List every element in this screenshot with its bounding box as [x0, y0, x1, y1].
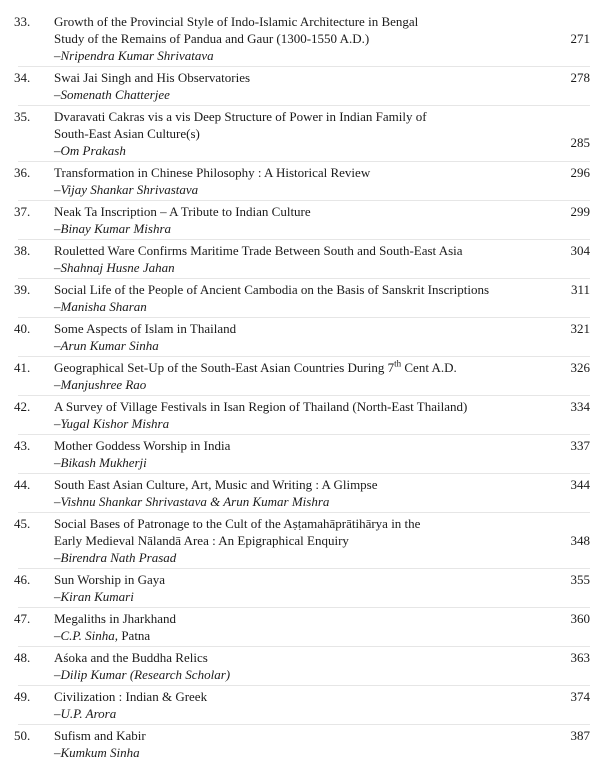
entry-body	[46, 242, 600, 276]
entry-title-line: South-East Asian Culture(s)	[54, 126, 200, 141]
toc-entry	[0, 727, 600, 761]
entry-author	[54, 454, 530, 471]
toc-entry	[0, 649, 600, 683]
toc-entry	[0, 610, 600, 644]
toc-entry	[0, 320, 600, 354]
entry-author	[54, 588, 530, 605]
entry-divider	[18, 512, 590, 513]
author-name: –Om Prakash	[54, 143, 126, 158]
entry-body	[46, 69, 600, 103]
entry-title-line: Growth of the Provincial Style of Indo-Islamic Architecture in Bengal	[54, 14, 419, 29]
entry-body	[46, 281, 600, 315]
entry-body	[46, 476, 600, 510]
toc-entry	[0, 398, 600, 432]
entry-title-line: Swai Jai Singh and His Observatories	[54, 70, 251, 85]
author-affiliation: Patna	[118, 628, 151, 643]
entry-page-number: 387	[570, 728, 590, 743]
author-name: –Birendra Nath Prasad	[54, 550, 177, 565]
entry-title-line: A Survey of Village Festivals in Isan Region of Thailand (North-East Thailand)	[54, 399, 468, 414]
entry-author	[54, 337, 530, 354]
entry-divider	[18, 161, 590, 162]
toc-entry	[0, 571, 600, 605]
entry-author	[54, 705, 530, 722]
entry-author	[54, 142, 530, 159]
entry-title-line: Mother Goddess Worship in India	[54, 438, 231, 453]
entry-title-line: Civilization : Indian & Greek	[54, 689, 208, 704]
toc-entry	[0, 203, 600, 237]
entry-author	[54, 415, 530, 432]
toc-entry	[0, 437, 600, 471]
entry-page-number: 374	[570, 689, 590, 704]
entry-number: 37.	[14, 204, 31, 219]
entry-title-line: South East Asian Culture, Art, Music and Writing : A Glimpse	[54, 477, 378, 492]
entry-title-line: Rouletted Ware Confirms Maritime Trade Between South and South-East Asia	[54, 243, 463, 258]
entry-page-number: 296	[570, 165, 590, 180]
entry-title-line: Transformation in Chinese Philosophy : A Historical Review	[54, 165, 371, 180]
entry-title-line: Megaliths in Jharkhand	[54, 611, 177, 626]
author-name: –Manisha Sharan	[54, 299, 147, 314]
entry-number: 50.	[14, 728, 31, 743]
entry-number: 36.	[14, 165, 31, 180]
author-name: –Shahnaj Husne Jahan	[54, 260, 175, 275]
entry-author	[54, 220, 530, 237]
entry-page-number: 360	[570, 611, 590, 626]
entry-title-line: Geographical Set-Up of the South-East Asian Countries During 7th Cent A.D.	[54, 358, 457, 375]
author-name: –Arun Kumar Sinha	[54, 338, 159, 353]
entry-page-number: 363	[570, 650, 590, 665]
entry-body	[46, 515, 600, 566]
entry-page-number: 285	[570, 134, 590, 150]
entry-number: 40.	[14, 321, 31, 336]
entry-title-line: Sun Worship in Gaya	[54, 572, 166, 587]
entry-title-line: Neak Ta Inscription – A Tribute to Indian Culture	[54, 204, 311, 219]
entry-page-number: 337	[570, 438, 590, 453]
entry-divider	[18, 568, 590, 569]
entry-body	[46, 203, 600, 237]
entry-page-number: 311	[570, 282, 590, 297]
entry-number: 49.	[14, 689, 31, 704]
author-name: –Kumkum Sinha	[54, 745, 140, 760]
entry-body	[46, 13, 600, 64]
toc-entry	[0, 515, 600, 566]
entry-body	[46, 320, 600, 354]
toc-entry	[0, 69, 600, 103]
entry-number: 45.	[14, 516, 31, 531]
entry-page-number: 355	[570, 572, 590, 587]
ordinal-superscript: th	[394, 358, 402, 369]
entry-divider	[18, 356, 590, 357]
author-name: –Vishnu Shankar Shrivastava & Arun Kumar Mishra	[54, 494, 330, 509]
entry-title-line: Aśoka and the Buddha Relics	[54, 650, 208, 665]
entry-page-number: 326	[570, 360, 590, 375]
toc-entry	[0, 242, 600, 276]
entry-title-line: Sufism and Kabir	[54, 728, 146, 743]
entry-divider	[18, 607, 590, 608]
entry-page-number: 304	[570, 243, 590, 258]
entry-number: 39.	[14, 282, 31, 297]
entry-author	[54, 298, 530, 315]
entry-divider	[18, 278, 590, 279]
entry-title-line: Some Aspects of Islam in Thailand	[54, 321, 237, 336]
entry-author	[54, 666, 530, 683]
entry-number: 34.	[14, 70, 31, 85]
entry-body	[46, 437, 600, 471]
author-name: –Nripendra Kumar Shrivatava	[54, 48, 214, 63]
entry-number: 48.	[14, 650, 31, 665]
entry-body	[46, 610, 600, 644]
entry-author	[54, 86, 530, 103]
entry-body	[46, 688, 600, 722]
author-name: –Bikash Mukherji	[54, 455, 147, 470]
entry-number: 42.	[14, 399, 31, 414]
author-name: –Yugal Kishor Mishra	[54, 416, 170, 431]
entry-author	[54, 376, 530, 393]
entry-title-line: Social Life of the People of Ancient Cambodia on the Basis of Sanskrit Inscriptions	[54, 282, 490, 297]
author-name: –Vijay Shankar Shrivastava	[54, 182, 199, 197]
author-name: –U.P. Arora	[54, 706, 117, 721]
author-name: –Manjushree Rao	[54, 377, 147, 392]
entry-number: 35.	[14, 109, 31, 124]
entry-body	[46, 108, 600, 159]
entry-divider	[18, 317, 590, 318]
entry-number: 33.	[14, 14, 31, 29]
author-name: –C.P. Sinha,	[54, 628, 119, 643]
entry-divider	[18, 685, 590, 686]
toc-entry	[0, 688, 600, 722]
entry-body	[46, 649, 600, 683]
entry-author	[54, 744, 530, 761]
entry-body	[46, 398, 600, 432]
entry-number: 46.	[14, 572, 31, 587]
toc-entry	[0, 281, 600, 315]
entry-body	[46, 359, 600, 393]
entry-number: 47.	[14, 611, 31, 626]
entry-number: 41.	[14, 360, 31, 375]
entry-divider	[18, 434, 590, 435]
entry-author	[54, 627, 530, 644]
entry-divider	[18, 724, 590, 725]
entry-page-number: 334	[570, 399, 590, 414]
entry-page-number: 278	[570, 70, 590, 85]
entry-body	[46, 164, 600, 198]
entry-page-number: 299	[570, 204, 590, 219]
entry-page-number: 348	[570, 533, 590, 548]
author-name: –Binay Kumar Mishra	[54, 221, 171, 236]
entry-divider	[18, 646, 590, 647]
entry-title-line: Dvaravati Cakras vis a vis Deep Structure of Power in Indian Family of	[54, 109, 427, 124]
entry-author	[54, 47, 530, 64]
entry-divider	[18, 395, 590, 396]
entry-number: 38.	[14, 243, 31, 258]
entry-body	[46, 571, 600, 605]
entry-number: 44.	[14, 477, 31, 492]
author-name: –Dilip Kumar (Research Scholar)	[54, 667, 231, 682]
entry-author	[54, 549, 530, 566]
toc-entry	[0, 164, 600, 198]
entry-title-line: Early Medieval Nālandā Area : An Epigraphical Enquiry	[54, 533, 349, 548]
entry-number: 43.	[14, 438, 31, 453]
entry-author	[54, 259, 530, 276]
entry-page-number: 321	[570, 321, 590, 336]
author-name: –Kiran Kumari	[54, 589, 134, 604]
entry-divider	[18, 66, 590, 67]
entry-author	[54, 493, 530, 510]
entry-title-line: Social Bases of Patronage to the Cult of the Aṣṭamahāprātihārya in the	[54, 516, 421, 531]
entry-title-line: Study of the Remains of Pandua and Gaur (1300-1550 A.D.)	[54, 31, 370, 46]
entry-divider	[18, 239, 590, 240]
entry-divider	[18, 473, 590, 474]
toc-entry	[0, 108, 600, 159]
entry-author	[54, 181, 530, 198]
toc-entry	[0, 359, 600, 393]
toc-entry	[0, 476, 600, 510]
entry-page-number: 271	[570, 31, 590, 46]
toc-entry	[0, 13, 600, 64]
author-name: –Somenath Chatterjee	[54, 87, 170, 102]
entry-page-number: 344	[570, 477, 590, 492]
entry-divider	[18, 105, 590, 106]
entry-divider	[18, 200, 590, 201]
entry-body	[46, 727, 600, 761]
